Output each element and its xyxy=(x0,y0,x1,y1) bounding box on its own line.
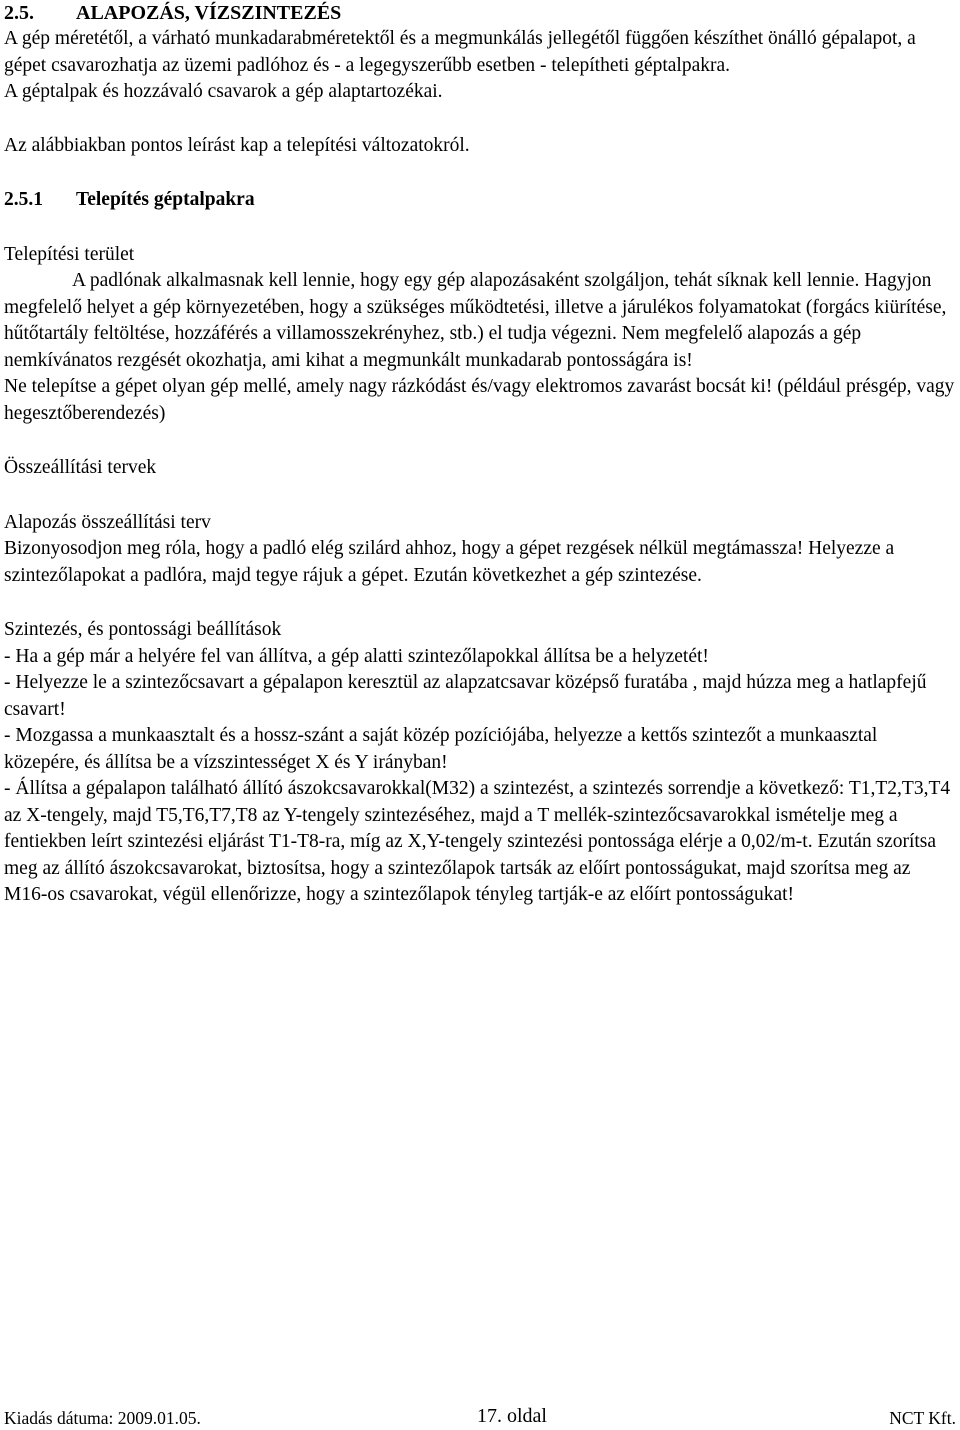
issue-date: Kiadás dátuma: 2009.01.05. xyxy=(4,1408,201,1428)
company-name: NCT Kft. xyxy=(889,1408,956,1428)
install-area-paragraph-1 xyxy=(4,268,956,374)
intro-paragraph-2: A géptalpak és hozzávaló csavarok a gép alaptartozékai. xyxy=(4,81,443,102)
subsection-heading xyxy=(4,187,956,214)
page-footer xyxy=(4,1404,956,1428)
spacer xyxy=(4,159,956,187)
section-title: ALAPOZÁS, VÍZSZINTEZÉS xyxy=(76,2,342,24)
install-area-title: Telepítési terület xyxy=(4,243,135,265)
leveling-item: - Állítsa a gépalapon található állító ászokcsavarokkal(M32) a szintezést, a szintezés sorrendje a következő: T1,T2,T3,T4 az X-tengely, majd T5,T6,T7,T8 az Y-tengely szintezéséhez, majd a T mellék-szintezőcsavarokkal ismételje meg a fentiekben leírt szintezési eljárást T1-T8-ra, míg az X,Y-tengely szintezési pontossága elérje a 0,02/m-t. Ezután szorítsa meg az állító ászokcsavarokat, biztosítsa, hogy a szintezőlapok tartsák az előírt pontosságukat, majd szorítsa meg az M16-os csavarokat, végül ellenőrizze, hogy a szintezőlapok tényleg tartják-e az előírt pontosságukat! xyxy=(4,778,951,905)
install-area-paragraph-2: Ne telepítse a gépet olyan gép mellé, amely nagy rázkódást és/vagy elektromos zavarást bocsát ki! (például présgép, vagy hegesztőberendezés) xyxy=(4,376,955,424)
subsection-title: Telepítés géptalpakra xyxy=(76,189,255,210)
section-heading xyxy=(4,0,956,26)
foundation-plan-paragraph: Bizonyosodjon meg róla, hogy a padló elég szilárd ahhoz, hogy a gépet rezgések nélkül megtámassza! Helyezze a szintezőlapokat a padlóra, majd tegye rájuk a gépet. Ezután következhet a gép szintezése. xyxy=(4,538,895,586)
spacer xyxy=(4,427,956,455)
leveling-title: Szintezés, és pontossági beállítások xyxy=(4,619,282,640)
spacer xyxy=(4,482,956,510)
leveling-item: - Ha a gép már a helyére fel van állítva, a gép alatti szintezőlapokkal állítsa be a helyzetét! xyxy=(4,645,709,667)
section-number: 2.5. xyxy=(4,2,34,24)
spacer xyxy=(4,214,956,242)
document-page xyxy=(4,0,956,909)
intro-paragraph-3: Az alábbiakban pontos leírást kap a telepítési változatokról. xyxy=(4,134,470,156)
page-number: 17. oldal xyxy=(477,1405,547,1427)
install-area-first-sentence: A padlónak alkalmasnak kell lennie, hogy egy gép alapozásaként szolgáljon, tehát síknak kell lennie. xyxy=(72,270,860,291)
leveling-item: - Mozgassa a munkaasztalt és a hossz-szánt a saját közép pozíciójába, helyezze a kettős szintezőt a munkaasztal közepére, és állítsa be a vízszintességet X és Y irányban! xyxy=(4,725,878,773)
foundation-plan-title: Alapozás összeállítási terv xyxy=(4,511,211,533)
spacer xyxy=(4,106,956,133)
subsection-number: 2.5.1 xyxy=(4,189,43,210)
spacer xyxy=(4,589,956,617)
leveling-item: - Helyezze le a szintezőcsavart a gépalapon keresztül az alapzatcsavar középső furatába , majd húzza meg a hatlapfejű csavart! xyxy=(4,672,927,720)
install-area-rest: Hagyjon megfelelő helyet a gép környezetében, hogy a szükséges működtetési, illetve a járulékos folyamatokat (forgács kiürítése, hűtőtartály feltöltése, hozzáférés a villamosszekrényhez, stb.) el tudja végezni. Nem megfelelő alapozás a gép nemkívánatos rezgését okozhatja, ami kihat a megmunkált munkadarab pontosságára is! xyxy=(4,270,947,371)
assembly-plans-title: Összeállítási tervek xyxy=(4,457,157,478)
intro-paragraph-1: A gép méretétől, a várható munkadarabméretektől és a megmunkálás jellegétől függően készíthet önálló gépalapot, a gépet csavarozhatja az üzemi padlóhoz és - a legegyszerűbb esetben - telepítheti géptalpakra. xyxy=(4,28,916,76)
